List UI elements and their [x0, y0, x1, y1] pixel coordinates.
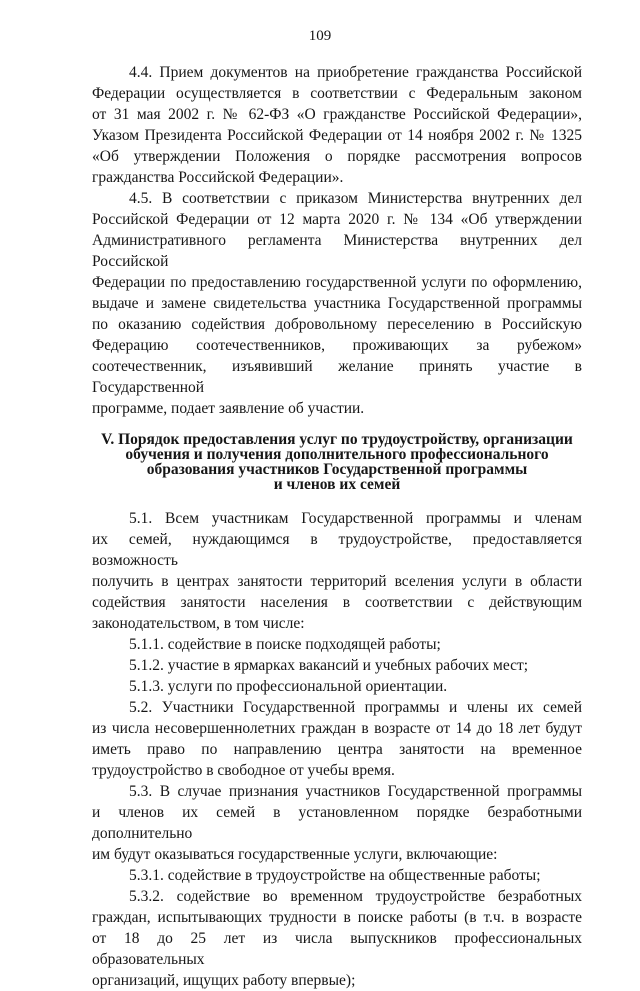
- text-line: 5.3.1. содействие в трудоустройстве на общественные работы;: [129, 867, 541, 884]
- paragraph-p-5-1: [92, 508, 582, 634]
- text-line: граждан, испытывающих трудности в поиске работы (в т.ч. в возрасте: [92, 909, 582, 926]
- text-line: от 18 до 25 лет из числа выпускников профессиональных образовательных: [92, 930, 582, 968]
- text-line: Федерации осуществляется в соответствии с Федеральным законом: [92, 85, 582, 102]
- paragraph-p-5-3-2: [92, 886, 582, 991]
- text-line: 5.3. В случае признания участников Государственной программы: [129, 783, 582, 800]
- paragraph-p-5-1-3: [92, 676, 582, 697]
- text-line: 4.5. В соответствии с приказом Министерства внутренних дел: [129, 190, 582, 207]
- text-line: Федерацию соотечественников, проживающих за рубежом»: [92, 337, 582, 354]
- text-line: им будут оказываться государственные услуги, включающие:: [92, 846, 498, 863]
- text-line: 5.1.3. услуги по профессиональной ориентации.: [129, 678, 448, 695]
- text-line: иметь право по направлению центра занятости на временное: [92, 741, 582, 758]
- document-body: [92, 62, 582, 991]
- paragraph-p-4-4: [92, 62, 582, 188]
- text-line: 5.3.2. содействие во временном трудоустройстве безработных: [129, 888, 582, 905]
- text-line: Федерации по предоставлению государственной услуги по оформлению,: [92, 274, 582, 291]
- section-heading-line: обучения и получения дополнительного профессионального: [125, 446, 549, 463]
- text-line: содействия занятости населения в соответствии с действующим: [92, 594, 582, 611]
- text-line: организаций, ищущих работу впервые);: [92, 972, 356, 989]
- text-line: гражданства Российской Федерации».: [92, 169, 344, 186]
- paragraph-p-5-2: [92, 697, 582, 781]
- section-heading: [92, 432, 582, 492]
- paragraph-p-5-3-1: [92, 865, 582, 886]
- text-line: трудоустройство в свободное от учебы время.: [92, 762, 395, 779]
- text-line: соотечественник, изъявивший желание принять участие в Государственной: [92, 358, 582, 396]
- page-number: 109: [308, 28, 332, 44]
- text-line: и членов их семей в установленном порядке безработными дополнительно: [92, 804, 582, 842]
- text-line: их семей, нуждающимся в трудоустройстве, предоставляется возможность: [92, 531, 582, 569]
- text-line: Административного регламента Министерства внутренних дел Российской: [92, 232, 582, 270]
- paragraph-p-5-1-2: [92, 655, 582, 676]
- text-line: от 31 мая 2002 г. № 62-ФЗ «О гражданстве Российской Федерации»,: [92, 106, 582, 123]
- paragraphs-before-section: [92, 62, 582, 419]
- text-line: программе, подает заявление об участии.: [92, 400, 365, 417]
- text-line: 5.1. Всем участникам Государственной программы и членам: [129, 510, 582, 527]
- text-line: 5.2. Участники Государственной программы и члены их семей: [129, 699, 582, 716]
- paragraph-p-5-1-1: [92, 634, 582, 655]
- text-line: Российской Федерации от 12 марта 2020 г. № 134 «Об утверждении: [92, 211, 582, 228]
- paragraph-p-5-3: [92, 781, 582, 865]
- text-line: по оказанию содействия добровольному переселению в Российскую: [92, 316, 582, 333]
- text-line: законодательством, в том числе:: [92, 615, 305, 632]
- text-line: 5.1.1. содействие в поиске подходящей работы;: [129, 636, 441, 653]
- text-line: 4.4. Прием документов на приобретение гражданства Российской: [129, 64, 582, 81]
- text-line: получить в центрах занятости территорий вселения услуги в области: [92, 573, 582, 590]
- text-line: из числа несовершеннолетних граждан в возрасте от 14 до 18 лет будут: [92, 720, 582, 737]
- section-heading-line: и членов их семей: [273, 476, 401, 493]
- section-heading-line: V. Порядок предоставления услуг по трудоустройству, организации: [101, 431, 573, 448]
- text-line: «Об утверждении Положения о порядке рассмотрения вопросов: [92, 148, 582, 165]
- paragraph-p-4-5: [92, 188, 582, 419]
- section-heading-line: образования участников Государственной программы: [146, 461, 528, 478]
- text-line: выдаче и замене свидетельства участника Государственной программы: [92, 295, 582, 312]
- paragraphs-after-section: [92, 508, 582, 991]
- text-line: Указом Президента Российской Федерации от 14 ноября 2002 г. № 1325: [92, 127, 582, 144]
- text-line: 5.1.2. участие в ярмарках вакансий и учебных рабочих мест;: [129, 657, 529, 674]
